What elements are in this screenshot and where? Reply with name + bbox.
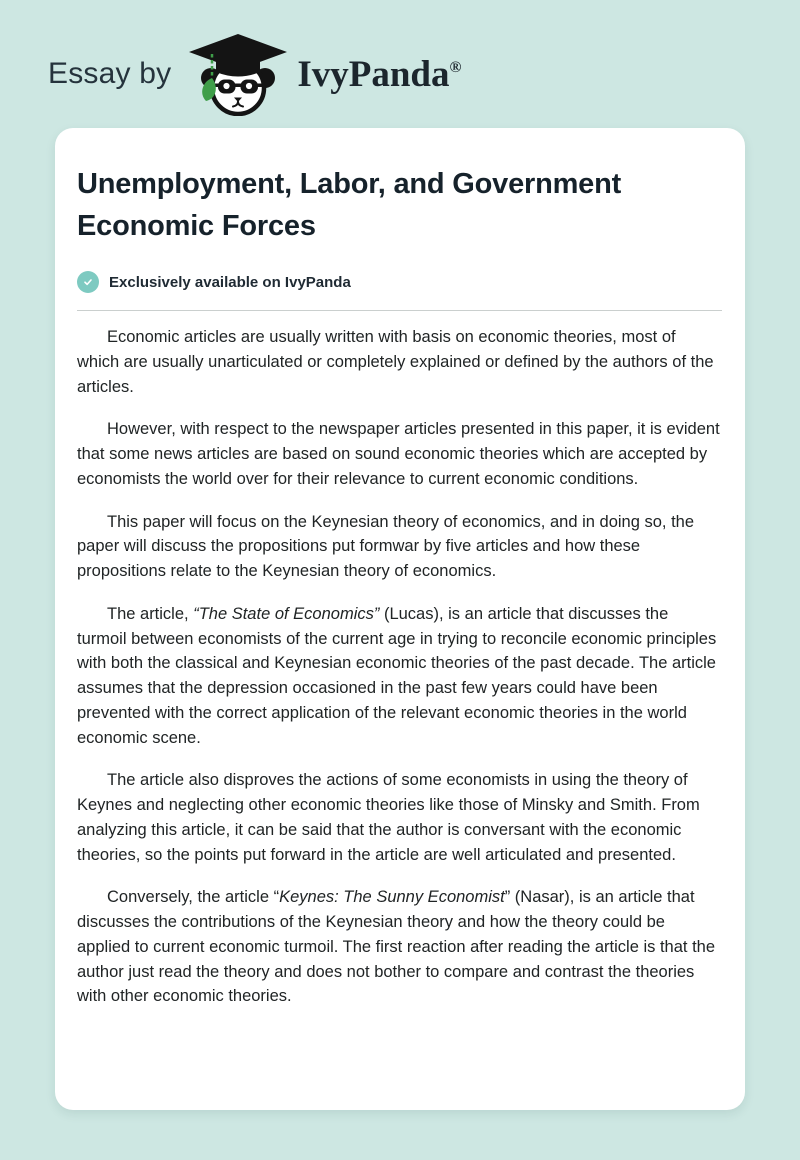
divider: [77, 310, 722, 311]
site-header: [0, 0, 800, 118]
paragraph-3: This paper will focus on the Keynesian theory of economics, and in doing so, the paper will discuss the propositions put formwar by five articles and how these propositions relate to the Keynesian theory of economics.: [77, 512, 695, 581]
ivypanda-logo-icon[interactable]: [185, 32, 289, 116]
paragraph-2: However, with respect to the newspaper articles presented in this paper, it is evident that some news articles are based on sound economic theories which are accepted by economists the world over for their relevance to current economic conditions.: [77, 420, 720, 488]
page-title: Unemployment, Labor, and Government Economic Forces: [77, 168, 622, 243]
paragraph-6: Conversely, the article “Keynes: The Sunny Economist” (Nasar), is an article that discusses the contributions of the Keynesian theory and how the theory could be applied to current economic turmoil. The first reaction after reading the article is that the author just read the theory and does not bother to compare and contrast the theories with other economic theories.: [77, 888, 716, 1006]
essay-body: [77, 325, 722, 1009]
availability-badge: [77, 271, 722, 293]
paragraph-5: The article also disproves the actions of some economists in using the theory of Keynes and neglecting other economic theories like those of Minsky and Smith. From analyzing this article, it can be said that the author is conversant with the economic theories, so the points put forward in the article are well articulated and presented.: [77, 771, 700, 864]
check-icon: [77, 271, 99, 293]
brand-name: IvyPanda: [297, 53, 450, 95]
article-title-italic: Keynes: The Sunny Economist: [279, 888, 505, 907]
brand-wordmark[interactable]: [297, 53, 461, 96]
article-title-italic: “The State of Economics”: [193, 604, 380, 623]
paragraph-4: The article, “The State of Economics” (Lucas), is an article that discusses the turmoil between economists of the current age in trying to reconcile economic principles with both the classical and Keynesian economic theories of the past decade. The article assumes that the depression occasioned in the past few years could have been prevented with the correct application of the relevant economic theories in the world economic scene.: [77, 604, 717, 747]
essay-by-label: Essay by: [48, 57, 172, 90]
availability-label: Exclusively available on IvyPanda: [109, 273, 351, 291]
trademark-symbol: ®: [449, 58, 462, 76]
paragraph-1: Economic articles are usually written with basis on economic theories, most of which are usually unarticulated or completely explained or defined by the authors of the articles.: [77, 328, 714, 396]
essay-card: [55, 128, 745, 1110]
